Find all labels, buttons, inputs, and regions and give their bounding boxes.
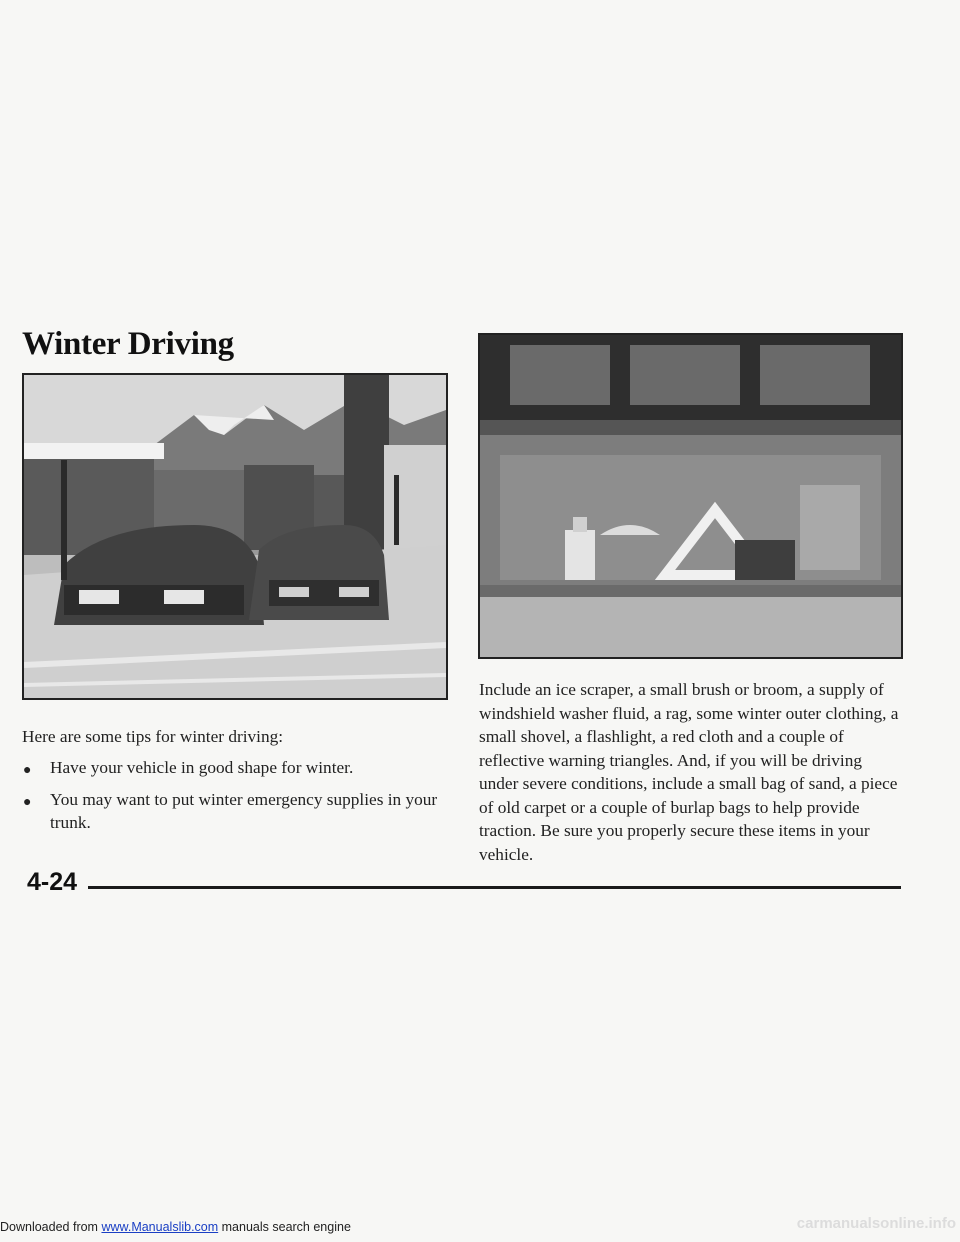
list-item	[22, 788, 462, 835]
winter-street-illustration	[22, 373, 448, 700]
watermark: carmanualsonline.info	[796, 1215, 956, 1232]
page-title: Winter Driving	[22, 326, 234, 362]
supplies-paragraph: Include an ice scraper, a small brush or broom, a supply of windshield washer fluid, a rag, some winter outer clothing, a small shovel, a flashlight, a red cloth and a couple of reflective warning triangles. And, if you will be driving under severe conditions, include a small bag of sand, a piece of old carpet or a couple of burlap bags to help provide traction. Be sure you properly secure these items in your vehicle.	[479, 680, 899, 864]
download-suffix: manuals search engine	[218, 1220, 351, 1234]
download-note	[0, 1220, 351, 1234]
bullet-icon: ●	[23, 794, 32, 810]
tip-text: You may want to put winter emergency supplies in your trunk.	[50, 789, 438, 832]
download-prefix: Downloaded from	[0, 1220, 102, 1234]
bullet-icon: ●	[23, 763, 32, 778]
trunk-supplies-illustration	[478, 333, 903, 659]
tips-intro: Here are some tips for winter driving:	[22, 727, 284, 746]
footer-rule	[88, 886, 901, 889]
tips-list	[22, 756, 462, 843]
tip-text: Have your vehicle in good shape for winter.	[50, 758, 354, 777]
manualslib-link[interactable]: www.Manualslib.com	[101, 1220, 219, 1234]
list-item	[22, 756, 462, 780]
page-number: 4-24	[27, 868, 78, 896]
